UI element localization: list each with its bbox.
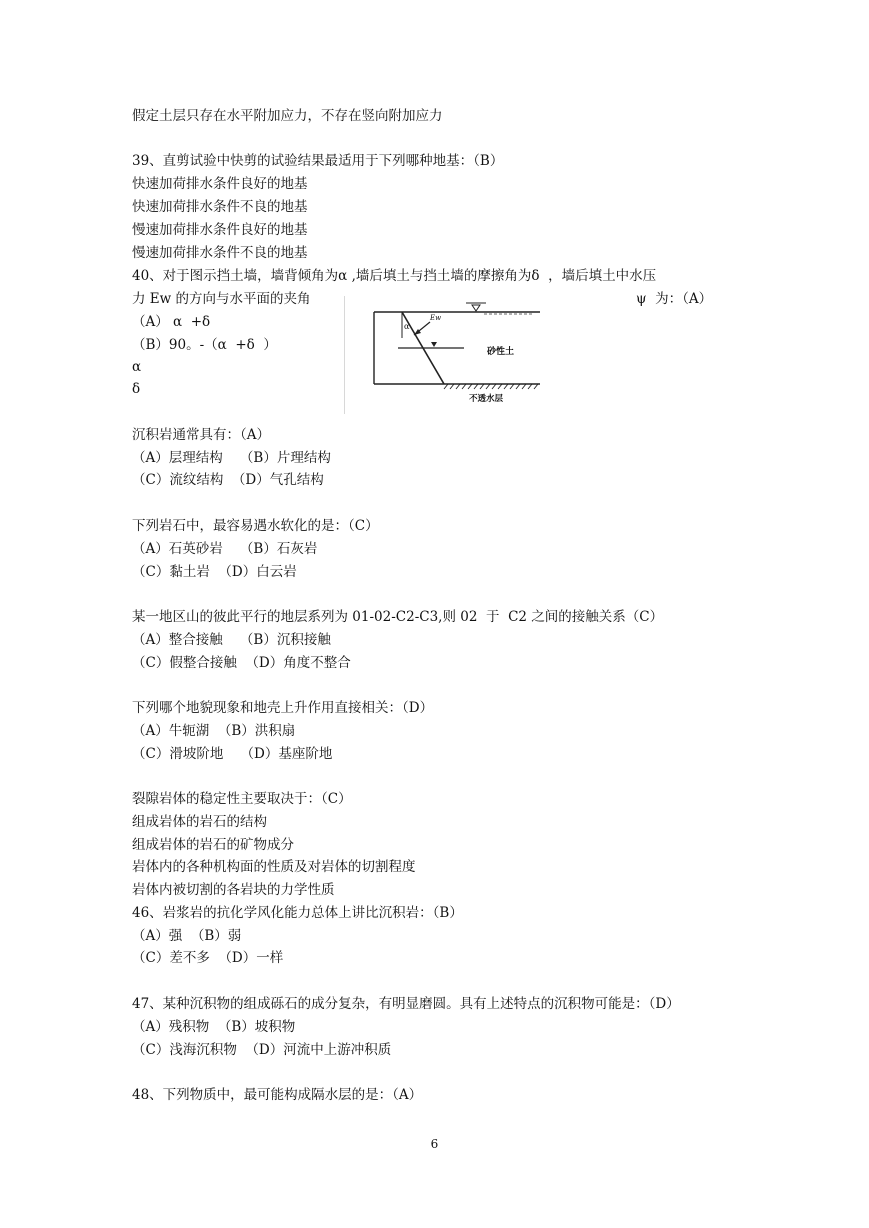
option-line: （A）残积物 （B）坡积物 bbox=[132, 1019, 296, 1035]
option-line: 慢速加荷排水条件不良的地基 bbox=[132, 245, 308, 261]
question-39: 39、直剪试验中快剪的试验结果最适用于下列哪种地基：（B） bbox=[132, 153, 504, 169]
alpha-label: α bbox=[404, 322, 410, 331]
option-line: 岩体内被切割的各岩块的力学性质 bbox=[132, 882, 335, 898]
option-line: （C）黏土岩 （D）白云岩 bbox=[132, 564, 297, 580]
option-line: （A）强 （B）弱 bbox=[132, 928, 242, 944]
question-40: 40、对于图示挡土墙，墙背倾角为α ,墙后填土与挡土墙的摩擦角为δ ，墙后填土中水压 bbox=[132, 268, 657, 284]
question-landform: 下列哪个地貌现象和地壳上升作用直接相关：（D） bbox=[132, 700, 434, 716]
option-line: （C）浅海沉积物 （D）河流中上游冲积质 bbox=[132, 1042, 392, 1058]
question-47: 47、某种沉积物的组成砾石的成分复杂，有明显磨圆。具有上述特点的沉积物可能是：（D） bbox=[132, 996, 680, 1012]
page-number: 6 bbox=[430, 1137, 439, 1151]
question-rock-mass: 裂隙岩体的稳定性主要取决于：（C） bbox=[132, 791, 352, 807]
question-40-cont: 力 Ew 的方向与水平面的夹角 bbox=[132, 291, 311, 307]
option-line: （C）假整合接触 （D）角度不整合 bbox=[132, 655, 351, 671]
question-sedimentary: 沉积岩通常具有：（A） bbox=[132, 427, 270, 443]
option-line: （A） α +δ bbox=[132, 314, 211, 330]
option-line: 组成岩体的岩石的矿物成分 bbox=[132, 837, 294, 853]
retaining-wall-diagram bbox=[344, 292, 554, 420]
question-46: 46、岩浆岩的抗化学风化能力总体上讲比沉积岩：（B） bbox=[132, 905, 463, 921]
text-line: 假定土层只存在水平附加应力，不存在竖向附加应力 bbox=[132, 108, 443, 124]
question-contact: 某一地区山的彼此平行的地层系列为 01-02-C2-C3,则 02 于 C2 之间的接触关系（C） bbox=[132, 609, 664, 625]
impervious-layer-label: 不透水层 bbox=[469, 394, 504, 404]
option-line: 快速加荷排水条件不良的地基 bbox=[132, 199, 308, 215]
option-line: （A）整合接触 （B）沉积接触 bbox=[132, 632, 331, 648]
option-line: （C）流纹结构 （D）气孔结构 bbox=[132, 472, 324, 488]
option-line: （C）差不多 （D）一样 bbox=[132, 950, 284, 966]
option-line: 快速加荷排水条件良好的地基 bbox=[132, 176, 308, 192]
option-line: （A）层理结构 （B）片理结构 bbox=[132, 450, 331, 466]
ew-label: Ew bbox=[430, 314, 442, 322]
option-line: （A）牛轭湖 （B）洪积扇 bbox=[132, 723, 296, 739]
question-softening: 下列岩石中，最容易遇水软化的是：（C） bbox=[132, 518, 379, 534]
question-40-tail: ψ 为：（A） bbox=[636, 291, 713, 307]
option-line: （C）滑坡阶地 （D）基座阶地 bbox=[132, 746, 333, 762]
option-line: 组成岩体的岩石的结构 bbox=[132, 814, 267, 830]
sand-soil-label: 砂性土 bbox=[487, 347, 515, 357]
option-line: α bbox=[132, 359, 142, 375]
option-line: （A）石英砂岩 （B）石灰岩 bbox=[132, 541, 318, 557]
option-line: （B）90。-（α +δ ） bbox=[132, 337, 277, 353]
option-line: 岩体内的各种机构面的性质及对岩体的切割程度 bbox=[132, 859, 416, 875]
option-line: 慢速加荷排水条件良好的地基 bbox=[132, 222, 308, 238]
option-line: δ bbox=[132, 381, 141, 397]
question-48: 48、下列物质中，最可能构成隔水层的是：（A） bbox=[132, 1087, 423, 1103]
